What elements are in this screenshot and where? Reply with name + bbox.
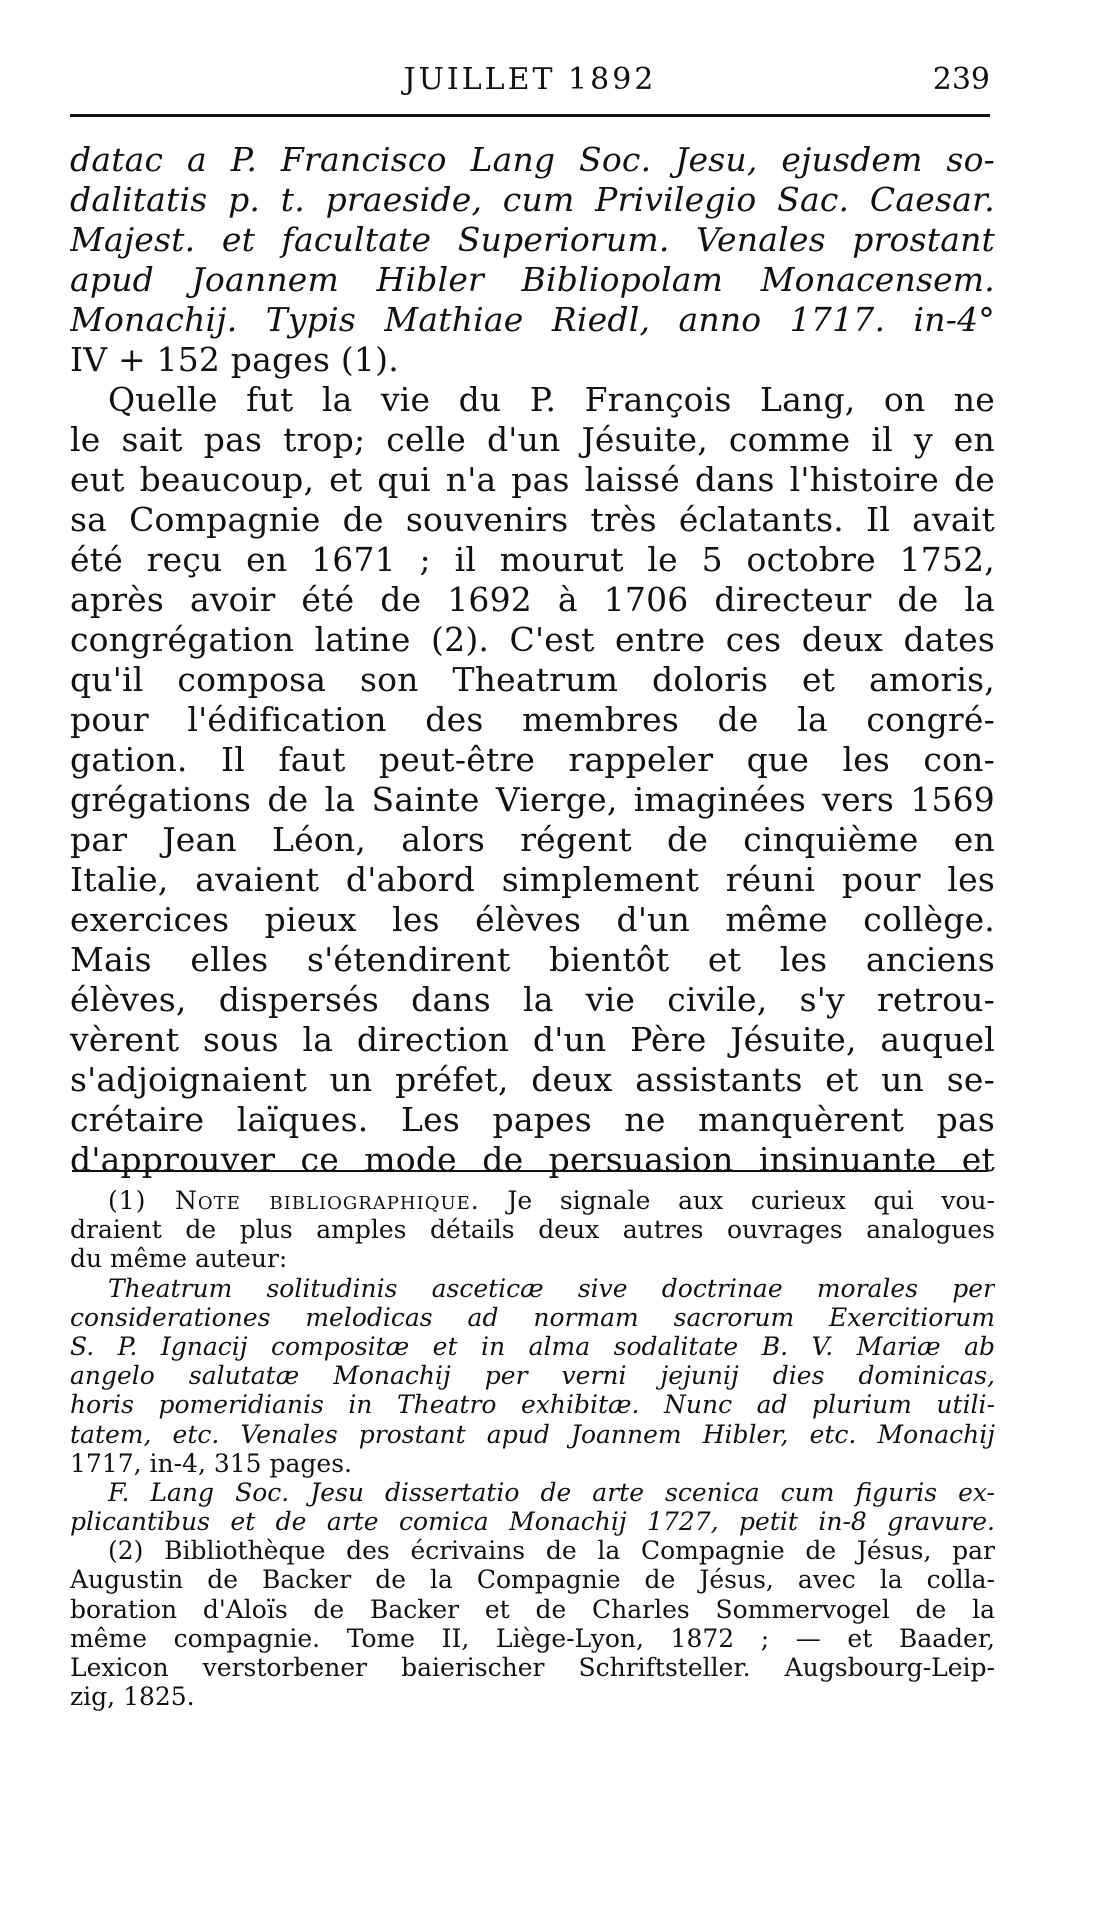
text-line: vèrent sous la direction d'un Père Jésuite, auquel [70, 1020, 995, 1059]
text-line: s'adjoignaient un préfet, deux assistants et un se- [70, 1060, 995, 1099]
footnote-line: Theatrum solitudinis asceticæ sive doctrinae morales per [108, 1273, 995, 1303]
text-line: congrégation latine (2). C'est entre ces deux dates [70, 620, 995, 659]
footnote-line: zig, 1825. [70, 1682, 195, 1712]
text-line: crétaire laïques. Les papes ne manquèrent pas [70, 1100, 995, 1139]
footnote-line: 1717, in-4, 315 pages. [70, 1448, 353, 1478]
footnotes [70, 1186, 995, 1711]
text-line: dalitatis p. t. praeside, cum Privilegio Sac. Caesar. [70, 180, 995, 219]
footnote-rule [72, 1170, 988, 1172]
footnote-line: F. Lang Soc. Jesu dissertatio de arte scenica cum figuris ex- [108, 1477, 995, 1507]
text-line: Italie, avaient d'abord simplement réuni pour les [70, 860, 995, 899]
footnote-line: considerationes melodicas ad normam sacrorum Exercitiorum [70, 1302, 995, 1332]
text-line: exercices pieux les élèves d'un même collège. [70, 900, 995, 939]
footnote-line: même compagnie. Tome II, Liège-Lyon, 1872 ; — et Baader, [70, 1623, 995, 1653]
footnote-line: boration d'Aloïs de Backer et de Charles Sommervogel de la [70, 1594, 995, 1624]
text-line: le sait pas trop; celle d'un Jésuite, comme il y en [70, 420, 995, 459]
text-line: IV + 152 pages (1). [70, 340, 399, 379]
text-line: Mais elles s'étendirent bientôt et les anciens [70, 940, 995, 979]
footnote-line [70, 1186, 995, 1215]
footnote-line: Augustin de Backer de la Compagnie de Jésus, avec la colla- [70, 1565, 995, 1595]
footnote-line: S. P. Ignacij compositæ et in alma sodalitate B. V. Mariæ ab [70, 1331, 995, 1361]
text-line: eut beaucoup, et qui n'a pas laissé dans l'histoire de [70, 460, 995, 499]
text-line: Majest. et facultate Superiorum. Venales prostant [70, 220, 995, 259]
text-line: Quelle fut la vie du P. François Lang, on ne [108, 380, 995, 419]
page-header [70, 50, 990, 117]
footnote-line: plicantibus et de arte comica Monachij 1727, petit in-8 gravure. [70, 1507, 995, 1537]
main-text [70, 140, 995, 1180]
text-line: Monachij. Typis Mathiae Riedl, anno 1717. in-4° [70, 300, 995, 339]
footnote-line: angelo salutatæ Monachij per verni jejunij dies dominicas, [70, 1361, 995, 1391]
text-line: qu'il composa son Theatrum doloris et amoris, [70, 660, 995, 699]
text-line: sa Compagnie de souvenirs très éclatants. Il avait [70, 500, 995, 539]
text-line: apud Joannem Hibler Bibliopolam Monacensem. [70, 260, 995, 299]
footnote-label: (1) Note bibliographique. [108, 1186, 480, 1215]
footnote-line: Lexicon verstorbener baierischer Schriftsteller. Augsbourg-Leip- [70, 1653, 995, 1682]
text-line: élèves, dispersés dans la vie civile, s'y retrou- [70, 980, 995, 1019]
footnote-line: du même auteur: [70, 1244, 288, 1274]
text-line: gation. Il faut peut-être rappeler que les con- [70, 740, 995, 779]
text-line: datac a P. Francisco Lang Soc. Jesu, ejusdem so- [70, 140, 995, 179]
footnote-line: draient de plus amples détails deux autres ouvrages analogues [70, 1215, 995, 1245]
page-number: 239 [932, 62, 990, 97]
text-line: d'approuver ce mode de persuasion insinuante et [70, 1140, 995, 1179]
text-line: par Jean Léon, alors régent de cinquième en [70, 820, 995, 859]
footnote-line: (2) Bibliothèque des écrivains de la Compagnie de Jésus, par [108, 1536, 995, 1566]
running-head: JUILLET 1892 [403, 62, 657, 97]
text-line: été reçu en 1671 ; il mourut le 5 octobre 1752, [70, 540, 995, 579]
text-line: pour l'édification des membres de la congré- [70, 700, 995, 739]
footnote-line: tatem, etc. Venales prostant apud Joannem Hibler, etc. Monachij [70, 1419, 995, 1449]
footnote-line: horis pomeridianis in Theatro exhibitæ. Nunc ad plurium utili- [70, 1390, 995, 1420]
text-line: grégations de la Sainte Vierge, imaginées vers 1569 [70, 780, 995, 819]
text-line: après avoir été de 1692 à 1706 directeur de la [70, 580, 995, 619]
footnote-text: Je signale aux curieux qui vou- [507, 1186, 995, 1215]
